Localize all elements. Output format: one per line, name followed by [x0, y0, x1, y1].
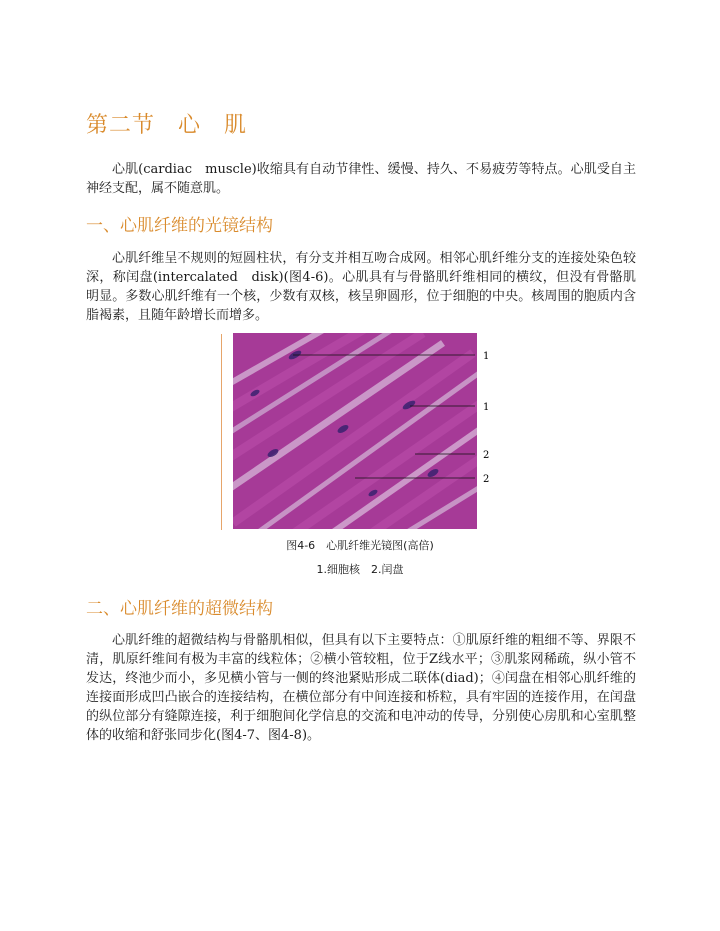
figure-label-1a: 1 [483, 351, 490, 362]
intro-paragraph: 心肌(cardiac muscle)收缩具有自动节律性、缓慢、持久、不易疲劳等特点。心肌受自主神经支配，属不随意肌。 [86, 162, 636, 196]
part1-title: 一、心肌纤维的光镜结构 [86, 216, 273, 236]
part1-paragraph: 心肌纤维呈不规则的短圆柱状，有分支并相互吻合成网。相邻心肌纤维分支的连接处染色较深，称闰盘(intercalated disk)(图4-6)。心肌具有与骨骼肌纤维相同的横纹，但没有骨骼肌明显。多数心肌纤维有一个核，少数有双核，核呈卵圆形，位于细胞的中央。核周围的胞质内含脂褐素，且随年龄增长而增多。 [86, 251, 636, 323]
figure-label-1b: 1 [483, 402, 490, 413]
figure-legend: 1.细胞核 2.闰盘 [316, 563, 404, 576]
figure-label-2a: 2 [483, 450, 490, 461]
figure-label-2b: 2 [483, 474, 490, 485]
part2-paragraph: 心肌纤维的超微结构与骨骼肌相似，但具有以下主要特点：①肌原纤维的粗细不等、界限不清，肌原纤维间有极为丰富的线粒体；②横小管较粗，位于Z线水平；③肌浆网稀疏，纵小管不发达，终池少而小，多见横小管与一侧的终池紧贴形成二联体(diad)；④闰盘在相邻心肌纤维的连接面形成凹凸嵌合的连接结构，在横位部分有中间连接和桥粒，具有牢固的连接作用，在闰盘的纵位部分有缝隙连接，利于细胞间化学信息的交流和电冲动的传导，分别使心房肌和心室肌整体的收缩和舒张同步化(图4-7、图4-8)。 [86, 633, 636, 743]
part2-title: 二、心肌纤维的超微结构 [86, 599, 273, 619]
section-title: 第二节 心 肌 [86, 113, 248, 138]
figure-caption: 图4-6 心肌纤维光镜图(高倍) [286, 539, 434, 552]
